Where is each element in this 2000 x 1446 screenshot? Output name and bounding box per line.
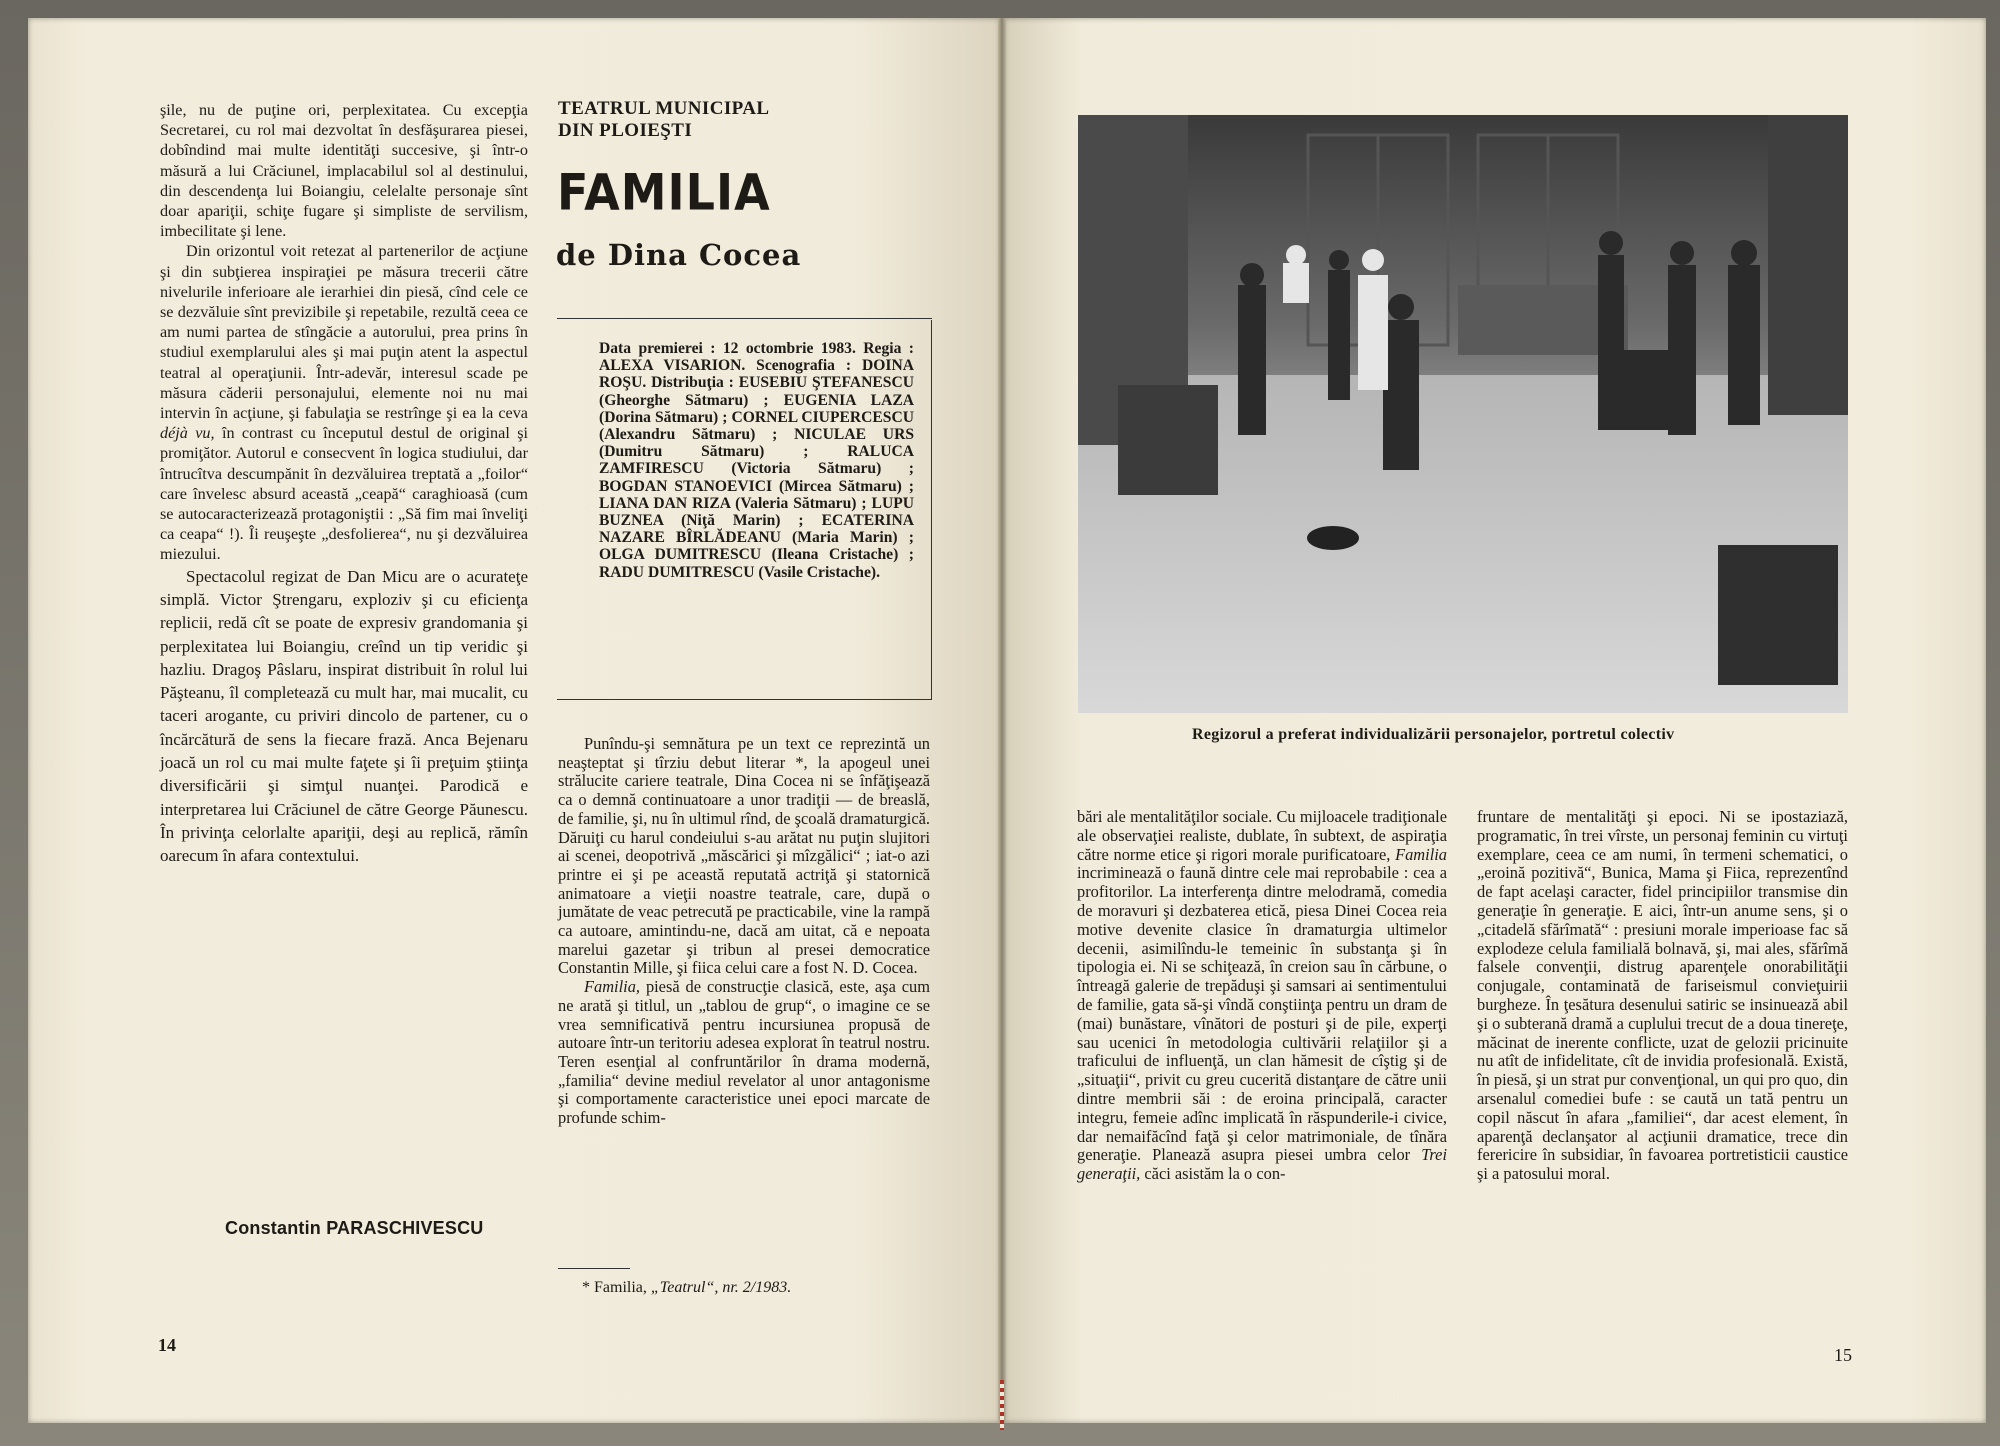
italic-title: Familia <box>1395 844 1447 864</box>
stage-photo <box>1078 115 1848 713</box>
theatre-line: DIN PLOIEŞTI <box>558 120 693 141</box>
footnote-prefix: * Familia, <box>582 1279 647 1296</box>
italic-title: Trei generaţii, <box>1077 1145 1447 1184</box>
article-column <box>558 735 930 1128</box>
credits-text: Data premierei : 12 octombrie 1983. Regia : ALEXA VISARION. Scenografia : DOINA ROŞU. Distribuţia : EUSEBIU ŞTEFANESCU (Gheorghe Sătmaru) ; EUGENIA LAZA (Dorina Sătmaru) ; CORNEL CIUPERCESCU (Alexandru Sătmaru) ; NICULAE URS (Dumitru Sătmaru) ; RALUCA ZAMFIRESCU (Victoria Sătmaru) ; BOGDAN STANOEVICI (Mircea Sătmaru) ; LIANA DAN RIZA (Valeria Sătmaru) ; LUPU BUZNEA (Niţă Marin) ; ECATERINA NAZARE BÎRLĂDEANU (Maria Marin) ; OLGA DUMITRESCU (Ileana Cristache) ; RADU DUMITRESCU (Vasile Cristache). <box>599 340 914 581</box>
article-column <box>1077 808 1447 1184</box>
paragraph-text: incriminează o faună dintre cele mai reprobabile : cea a profitorilor. La interferenţa dintre melodramă, comedia de moravuri şi dezbaterea etică, piesa Dinei Cocea reia motive devenite clasice în dramaturgia ultimelor decenii, asimilîndu-le temeinic în substanţa şi în tipologia ei. Ni se schiţează, în creion sau în cărbune, o întreagă galerie de trepăduşi şi samsari ai sentimentului de familie, gata să-şi vîndă conştiinţa pentru un dram de (mai) bunăstare, vînători de posturi şi de pile, experţi sau ucenici în metodologia cultivării relaţiilor şi a traficului de influenţă, un clan hămesit de cîştig şi de „situaţii“, privit cu greu cucerită distanţare de către unii dintre membrii săi : de eroina principală, caracter integru, femeie adînc implicată în răspunderile-i civice, dar nemaifăcînd faţă şi celor matrimoniale, de tînăra generaţie. Planează asupra piesei umbra celor <box>1077 863 1447 1165</box>
paragraph <box>558 978 930 1128</box>
paragraph-text: piesă de construcţie clasică, este, aşa cum ne arată şi titlul, un „tablou de grup“, o imagine ce se vrea semnificativă pentru incursiunea propusă de autoare într-un teritoriu adesea explorat în teatrul nostru. Teren esenţial al confruntărilor în drama modernă, „familia“ devine mediul revelator al unor antagonisme şi comportamente caracteristice unei epoci marcate de profunde schim- <box>558 977 930 1128</box>
play-title: FAMILIA <box>557 162 771 222</box>
paragraph <box>160 241 528 564</box>
play-author: de Dina Cocea <box>556 238 802 272</box>
page-number: 15 <box>1834 1345 1852 1365</box>
review-column <box>160 100 528 868</box>
divider <box>557 318 932 319</box>
stage-photo-drawing <box>1078 115 1848 713</box>
book-gutter <box>998 18 1006 1423</box>
paragraph <box>1077 808 1447 1184</box>
paragraph: Spectacolul regizat de Dan Micu are o acurateţe simplă. Victor Ştrengaru, exploziv şi cu eficienţa replicii, redă cît se poate de expresiv grandomania şi perplexitatea lui Boiangiu, creînd un tip veridic şi hazliu. Dragoş Pâslaru, inspirat distribuit în rolul lui Păşteanu, îl completează cu mult har, mai mucalit, cu taceri arogante, cu priviri dincolo de partener, cu o încărcătură de sens la fiecare frază. Anca Bejenaru joacă un rol cu mai multe faţete şi îi preţuim ştiinţa diversificării şi simţul nuanţei. Parodică e interpretarea lui Crăciunel de către George Păunescu. În privinţa celorlalte apariţii, deşi au replică, rămîn oarecum în afara contextului. <box>160 566 528 866</box>
footnote <box>582 1279 791 1297</box>
page-number: 14 <box>158 1335 176 1355</box>
author-signature: Constantin PARASCHIVESCU <box>225 1218 484 1238</box>
photo-caption: Regizorul a preferat individualizării personajelor, portretul colectiv <box>1192 726 1675 743</box>
binding-stitch <box>1000 1380 1004 1430</box>
footnote-rule <box>558 1268 630 1269</box>
paragraph: şile, nu de puţine ori, perplexitatea. Cu excepţia Secretarei, cu rol mai dezvoltat în desfăşurarea piesei, dobîndind mai multe identităţi succesive, şi într-o măsură a lui Crăciunel, implacabilul sol al destinului, din descendenţa lui Boiangiu, celelalte personaje sînt doar apariţii, schiţe fugare şi simpliste de servilism, imbecilitate şi lene. <box>160 101 528 241</box>
theatre-line: TEATRUL MUNICIPAL <box>558 98 770 119</box>
divider <box>557 699 932 700</box>
paragraph: Punîndu-şi semnătura pe un text ce reprezintă un neaşteptat şi tîrziu debut literar *, la apogeul unei strălucite cariere teatrale, Dina Cocea ni se înfăţişează ca o demnă continuatoare a unor tradiţii — de breaslă, de familie, şi, nu în ultimul rînd, de şcoală dramaturgică. Dăruiţi cu harul condeiului s-au arătat nu puţin slujitori ai scenei, deopotrivă „măscărici şi mîzgălici“ ; iat-o azi printre ei şi pe această reputată actriţă şi statornică animatoare a vieţii noastre teatrale, care, după o jumătate de veac petrecută pe practicabile, vine la rampă ca autoare, amintindu-ne, dacă am uitat, că e nepoata marelui gazetar şi tribun al presei democratice Constantin Mille, şi fiica celui care a fost N. D. Cocea. <box>558 734 930 978</box>
article-column <box>1477 808 1848 1184</box>
paragraph-text: bări ale mentalităţilor sociale. Cu mijloacele tradiţionale ale observaţiei realiste, dublate, în subtext, de aspiraţia către norme etice şi rigori morale purificatoare, <box>1077 807 1447 864</box>
italic-title: Familia, <box>584 977 640 997</box>
paragraph: fruntare de mentalităţi şi epoci. Ni se ipostaziază, programatic, în trei vîrste, un personaj feminin cu virtuţi exemplare, ceea ce am numi, în termeni schematici, o „eroină pozitivă“, Bunica, Mama şi Fiica, reprezentînd de fapt acelaşi caracter, fidel principiilor transmise din generaţie în generaţie. E aici, într-un anume sens, şi o „citadelă sfărîmată“ : presiuni morale imperioase fac să explodeze celula familială bolnavă, şi, mai ales, sfărîmă falsele convenţii, distrug aparenţele onorabilităţii conjugale, contaminată de fariseismul convieţuirii burgheze. În ţesătura desenului satiric se insinuează abil şi o subterană dramă a cuplului trecut de a doua tinereţe, măcinat de inerente conflicte, uzat de gelozii pricinuite nu atît de infidelitate, cît de invidia profesională. Există, în piesă, şi un strat pur convenţional, un qui pro quo, din arsenalul comediei bufe : se caută un tată pentru un copil născut în afara „familiei“, dar acest element, în aparenţă declanşator al acţiunii dramatice, trece din ferericire în subsidiar, în favoarea portretisticii caustice şi a patosului moral. <box>1477 807 1848 1184</box>
paragraph-text: în contrast cu începutul destul de original şi promiţător. Autorul e consecvent în logica studiului, dar întrucîtva descumpănit în dezvăluirea treptată a „foilor“ care învelesc absurd această „ceapă“ caraghioasă (cum se autocaracterizează protagoniştii : „Să fim mai înveliţi ca ceapa“ !). Îi reuşeşte „desfolierea“, nu şi dezvăluirea miezului. <box>160 424 528 564</box>
theatre-heading <box>558 98 769 142</box>
footnote-source: „Teatrul“, nr. 2/1983. <box>650 1279 792 1296</box>
credits-box <box>557 320 932 700</box>
paragraph-text: Din orizontul voit retezat al partenerilor de acţiune şi din subţierea inspiraţiei pe măsura trecerii către nivelurile inferioare ale ierarhiei din piesă, cînd cele ce se dezvăluie sînt previzibile şi repetabile, rezultă ceea ce am numi partea de stîngăcie a autorului, prea prins în studiul exemplarului ales şi mai puţin atent la aspectul teatral al operaţiunii. Într-adevăr, interesul scade pe măsura căderii personajului, elemente noi nu mai intervin în acţiune, şi fabulaţia se restrînge şi ea la ceva <box>160 242 528 423</box>
italic-phrase: déjà vu, <box>160 424 215 443</box>
paragraph-text: căci asistăm la o con- <box>1144 1164 1286 1184</box>
